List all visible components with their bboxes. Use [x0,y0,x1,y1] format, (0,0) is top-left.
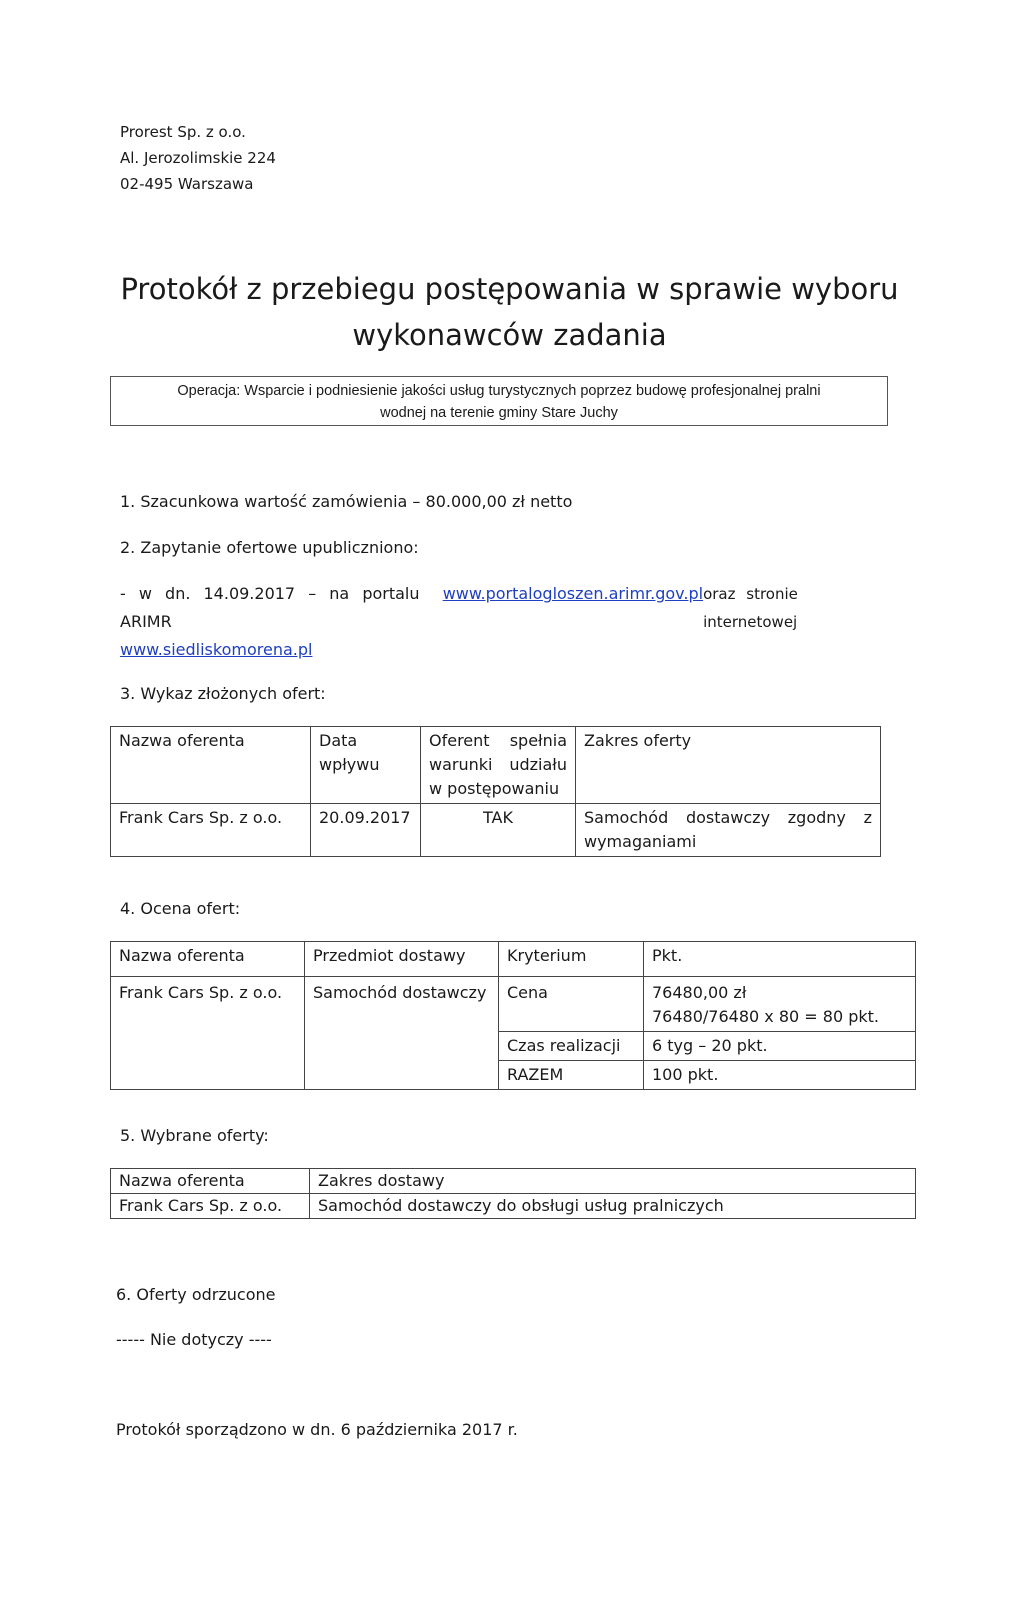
table-header-row [111,942,916,977]
header-cell: Nazwa oferenta [111,727,311,804]
section-3-heading: 3. Wykaz złożonych ofert: [120,684,326,703]
table-cell: 20.09.2017 [311,804,421,857]
section-2-heading: 2. Zapytanie ofertowe upubliczniono: [120,538,419,557]
title-line-1: Protokół z przebiegu postępowania w sprawie wyboru [120,272,899,306]
header-cell: Data wpływu [311,727,421,804]
table-row [111,977,916,1032]
table-cell: Frank Cars Sp. z o.o. [111,1194,310,1219]
publication-info [120,580,880,664]
protocol-date: Protokół sporządzono w dn. 6 października 2017 r. [116,1420,518,1439]
criterion-cell: Cena [499,977,644,1032]
section-5-heading: 5. Wybrane oferty: [120,1126,269,1145]
table-cell: Samochód dostawczy do obsługi usług pralniczych [310,1194,916,1219]
table-cell: Frank Cars Sp. z o.o. [111,804,311,857]
offers-evaluation-table [110,941,916,1090]
table-cell: Samochód dostawczy [305,977,499,1090]
table-cell: Samochód dostawczy zgodny z wymaganiami [576,804,881,857]
header-cell: Nazwa oferenta [111,1169,310,1194]
sender-address [120,119,276,197]
siedlisko-link[interactable]: www.siedliskomorena.pl [120,640,313,659]
section-4-heading: 4. Ocena ofert: [120,899,241,918]
document-title [0,266,1019,358]
title-line-2: wykonawców zadania [352,318,667,352]
company-name: Prorest Sp. z o.o. [120,123,246,141]
rejected-offers-note: ----- Nie dotyczy ---- [116,1330,272,1349]
postal-city: 02-495 Warszawa [120,175,254,193]
website-text: oraz stronie internetowej [703,585,798,631]
table-header-row [111,1169,916,1194]
table-cell: TAK [421,804,576,857]
header-cell: Przedmiot dostawy [305,942,499,977]
price-score: 76480/76480 x 80 = 80 pkt. [652,1007,879,1026]
section-6-heading: 6. Oferty odrzucone [116,1285,276,1304]
header-cell: Pkt. [644,942,916,977]
header-cell: Zakres dostawy [310,1169,916,1194]
operation-line-2: wodnej na terenie gminy Stare Juchy [380,405,618,421]
table-row [111,804,881,857]
score-cell [644,977,916,1032]
header-cell: Zakres oferty [576,727,881,804]
score-cell: 6 tyg – 20 pkt. [644,1032,916,1061]
estimated-value: 1. Szacunkowa wartość zamówienia – 80.000,00 zł netto [120,492,573,511]
operation-line-1: Operacja: Wsparcie i podniesienie jakości usług turystycznych poprzez budowę profesjonalnej pralni [177,383,821,399]
selected-offers-table [110,1168,916,1219]
criterion-cell: Czas realizacji [499,1032,644,1061]
offers-list-table [110,726,881,857]
arimr-portal-link[interactable]: www.portalogloszen.arimr.gov.pl [442,584,704,603]
table-cell: Frank Cars Sp. z o.o. [111,977,305,1090]
table-row [111,1194,916,1219]
header-cell: Oferent spełnia warunki udziału w postępowaniu [421,727,576,804]
publication-date-text: - w dn. 14.09.2017 – na portalu ARIMR [120,584,420,631]
criterion-cell: RAZEM [499,1061,644,1090]
score-cell: 100 pkt. [644,1061,916,1090]
table-header-row [111,727,881,804]
street-address: Al. Jerozolimskie 224 [120,149,276,167]
header-cell: Nazwa oferenta [111,942,305,977]
operation-box [110,376,888,426]
header-cell: Kryterium [499,942,644,977]
price-value: 76480,00 zł [652,983,747,1002]
